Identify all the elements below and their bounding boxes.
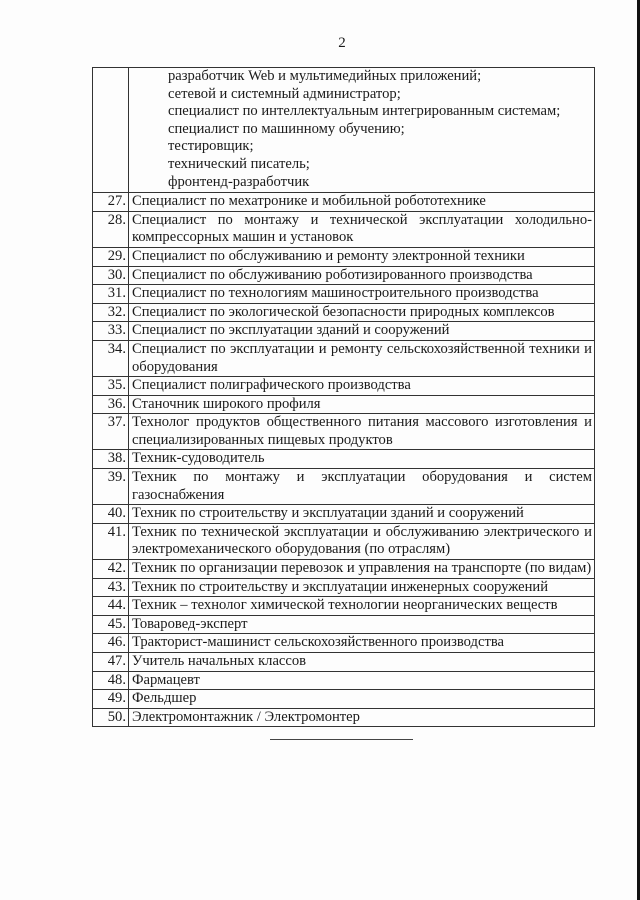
row-number: 44.: [93, 597, 129, 616]
table-row: [93, 211, 595, 247]
table-row: [93, 523, 595, 559]
profession-name: Специалист по технологиям машиностроительного производства: [129, 285, 595, 304]
continuation-line: специалист по машинному обучению;: [168, 120, 405, 137]
row-number: 50.: [93, 708, 129, 727]
row-number: 28.: [93, 211, 129, 247]
table-row: [93, 377, 595, 396]
continuation-line: разработчик Web и мультимедийных приложений;: [168, 68, 482, 84]
profession-name: Техник по технической эксплуатации и обслуживанию электрического и электромеханического оборудования (по отраслям): [129, 523, 595, 559]
continuation-line: технический писатель;: [168, 155, 310, 172]
profession-name: Специалист по эксплуатации зданий и сооружений: [129, 322, 595, 341]
row-number: 33.: [93, 322, 129, 341]
table-row: [93, 690, 595, 709]
profession-name: Специалист по обслуживанию роботизированного производства: [129, 266, 595, 285]
continuation-line: сетевой и системный администратор;: [168, 85, 401, 102]
row-number: 36.: [93, 395, 129, 414]
row-number: 34.: [93, 340, 129, 376]
profession-name: Специалист по монтажу и технической эксплуатации холодильно-компрессорных машин и установок: [129, 211, 595, 247]
table-row: [93, 578, 595, 597]
table-row: [93, 450, 595, 469]
row-number: 31.: [93, 285, 129, 304]
professions-table: [92, 67, 595, 727]
table-row: [93, 247, 595, 266]
row-number: 35.: [93, 377, 129, 396]
row-number: 40.: [93, 505, 129, 524]
profession-name: Техник-судоводитель: [129, 450, 595, 469]
row-number: 39.: [93, 469, 129, 505]
table-row: [93, 266, 595, 285]
end-of-document-line: [270, 739, 413, 740]
profession-name: Фельдшер: [129, 690, 595, 709]
profession-name: Специалист по эксплуатации и ремонту сельскохозяйственной техники и оборудования: [129, 340, 595, 376]
table-row: [93, 634, 595, 653]
profession-name: Техник по строительству и эксплуатации инженерных сооружений: [129, 578, 595, 597]
table-row: [93, 505, 595, 524]
row-number: 27.: [93, 193, 129, 212]
table-row: [93, 597, 595, 616]
profession-name: Учитель начальных классов: [129, 653, 595, 672]
continuation-line: тестировщик;: [168, 138, 254, 155]
table-row-continuation: [93, 68, 595, 193]
table-row: [93, 395, 595, 414]
profession-name: Техник по строительству и эксплуатации зданий и сооружений: [129, 505, 595, 524]
profession-name: Техник по монтажу и эксплуатации оборудования и систем газоснабжения: [129, 469, 595, 505]
row-number: 37.: [93, 414, 129, 450]
table-row: [93, 285, 595, 304]
table-row: [93, 414, 595, 450]
table-row: [93, 560, 595, 579]
profession-name: Технолог продуктов общественного питания массового изготовления и специализированных пищевых продуктов: [129, 414, 595, 450]
table-row: [93, 615, 595, 634]
profession-name: Товаровед-эксперт: [129, 615, 595, 634]
profession-name: Специалист полиграфического производства: [129, 377, 595, 396]
row-number: 46.: [93, 634, 129, 653]
row-number: 30.: [93, 266, 129, 285]
table-row: [93, 653, 595, 672]
profession-name: Фармацевт: [129, 671, 595, 690]
page-number: 2: [338, 35, 346, 51]
profession-name: Специалист по обслуживанию и ремонту электронной техники: [129, 247, 595, 266]
row-number: 48.: [93, 671, 129, 690]
row-number: 47.: [93, 653, 129, 672]
continuation-line: специалист по интеллектуальным интегрированным системам;: [168, 103, 561, 120]
profession-name: Станочник широкого профиля: [129, 395, 595, 414]
row-number: [93, 68, 129, 193]
table-row: [93, 469, 595, 505]
row-number: 49.: [93, 690, 129, 709]
continuation-line: фронтенд-разработчик: [168, 173, 310, 190]
row-number: 43.: [93, 578, 129, 597]
profession-name: Специалист по экологической безопасности природных комплексов: [129, 303, 595, 322]
table-row: [93, 708, 595, 727]
row-number: 38.: [93, 450, 129, 469]
row-number: 32.: [93, 303, 129, 322]
continuation-cell: [129, 68, 595, 193]
profession-name: Специалист по мехатронике и мобильной робототехнике: [129, 193, 595, 212]
profession-name: Тракторист-машинист сельскохозяйственного производства: [129, 634, 595, 653]
row-number: 29.: [93, 247, 129, 266]
table-row: [93, 303, 595, 322]
table-row: [93, 671, 595, 690]
table-row: [93, 322, 595, 341]
table-row: [93, 193, 595, 212]
row-number: 42.: [93, 560, 129, 579]
table-row: [93, 340, 595, 376]
profession-name: Техник по организации перевозок и управления на транспорте (по видам): [129, 560, 595, 579]
row-number: 41.: [93, 523, 129, 559]
profession-name: Электромонтажник / Электромонтер: [129, 708, 595, 727]
row-number: 45.: [93, 615, 129, 634]
profession-name: Техник – технолог химической технологии неорганических веществ: [129, 597, 595, 616]
